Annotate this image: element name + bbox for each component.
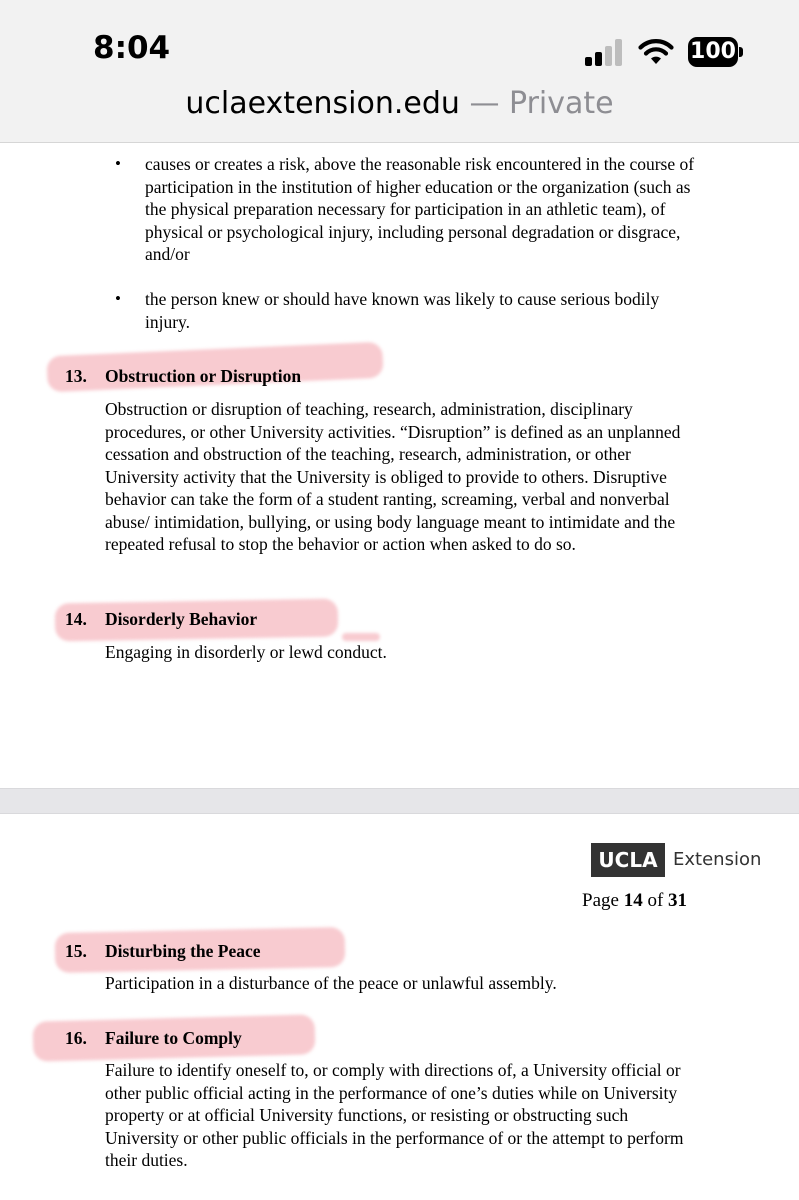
battery-level: 100	[690, 39, 736, 64]
section-number: 16.	[65, 1028, 87, 1048]
logo-brand: UCLA	[591, 843, 665, 877]
section-body: Obstruction or disruption of teaching, research, administration, disciplinary procedures, or other University activities. “Disruption” is defined as an unplanned cessation and obstruction of the teaching, research, administration, or other University activity that the University is obliged to provide to others. Disruptive behavior can take the form of a student ranting, screaming, verbal and nonverbal abuse/ intimidation, bullying, or using body language meant to intimidate and the repeated refusal to stop the behavior or action when asked to do so.	[105, 399, 681, 554]
section-body: Engaging in disorderly or lewd conduct.	[105, 642, 387, 662]
section-title: Failure to Comply	[105, 1028, 242, 1048]
browser-top-bar	[0, 0, 799, 143]
section-title: Disturbing the Peace	[105, 941, 261, 961]
private-mode-label: Private	[509, 86, 614, 121]
highlight-mark	[342, 633, 380, 641]
url-bar[interactable]	[0, 86, 799, 121]
section-number: 15.	[65, 941, 87, 961]
battery-icon	[688, 37, 740, 67]
page-total: 31	[668, 890, 688, 911]
status-time: 8:04	[93, 30, 171, 66]
page-current: 14	[623, 890, 643, 911]
page-prefix: Page	[582, 890, 624, 911]
url-domain: uclaextension.edu	[185, 86, 460, 121]
wifi-icon	[637, 38, 675, 66]
section-title: Disorderly Behavior	[105, 609, 258, 629]
section-number: 14.	[65, 609, 87, 629]
page-number	[582, 890, 687, 912]
page-of: of	[642, 890, 669, 911]
page-separator	[0, 788, 799, 814]
url-separator: —	[459, 86, 509, 121]
section-body: Participation in a disturbance of the peace or unlawful assembly.	[105, 973, 557, 993]
cellular-signal-icon	[585, 38, 627, 66]
section-title: Obstruction or Disruption	[105, 366, 302, 386]
section-body: Failure to identify oneself to, or comply with directions of, a University official or other public official acting in the performance of one’s duties while on University property or at official University functions, or resisting or obstructing such University or other public officials in the performance of or the attempt to perform their duties.	[105, 1060, 684, 1170]
list-item: • causes or creates a risk, above the reasonable risk encountered in the course of participation in the institution of higher education or the organization (such as the physical preparation necessary for participation in an athletic team), of physical or psychological injury, including personal degradation or disgrace, and/or	[145, 153, 705, 266]
logo-suffix: Extension	[673, 849, 762, 870]
section-number: 13.	[65, 366, 87, 386]
list-item: • the person knew or should have known was likely to cause serious bodily injury.	[145, 288, 705, 333]
